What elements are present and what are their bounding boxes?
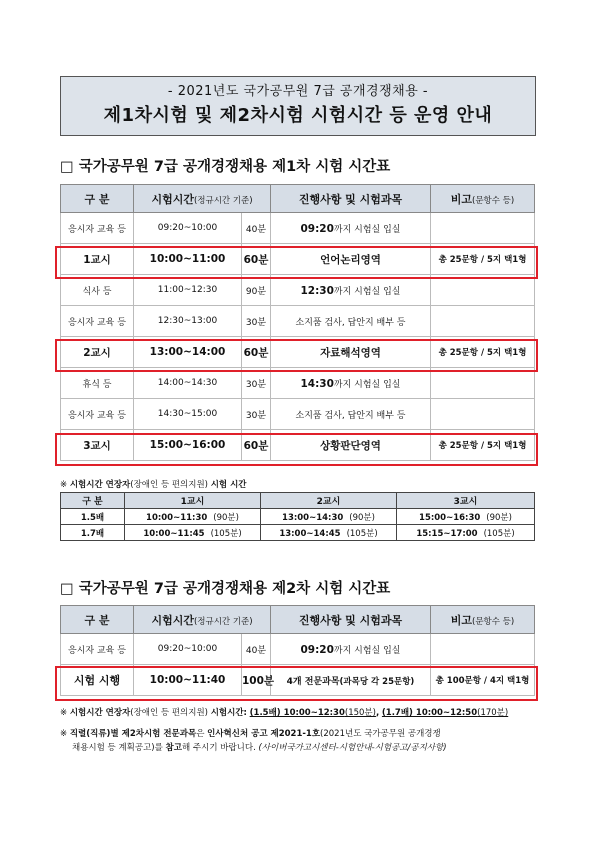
schedule-row bbox=[61, 634, 535, 665]
ext-header-category: 구 분 bbox=[61, 493, 125, 509]
header-progress: 진행사항 및 시험과목 bbox=[271, 185, 431, 213]
row-time: 12:30~13:00 bbox=[134, 306, 242, 337]
row-note bbox=[431, 634, 535, 665]
row-category: 응시자 교육 등 bbox=[61, 634, 134, 665]
row-description: 4개 전문과목(과목당 각 25문항) bbox=[271, 665, 431, 696]
row-duration: 30분 bbox=[242, 306, 271, 337]
schedule-row bbox=[61, 244, 535, 275]
ext-header-period1: 1교시 bbox=[125, 493, 261, 509]
row-time: 14:30~15:00 bbox=[134, 399, 242, 430]
row-time: 15:00~16:00 bbox=[134, 430, 242, 461]
row-description: 09:20까지 시험실 입실 bbox=[271, 634, 431, 665]
ext-header-period2: 2교시 bbox=[261, 493, 397, 509]
schedule-row bbox=[61, 337, 535, 368]
row-duration: 40분 bbox=[242, 213, 271, 244]
row-description: 소지품 검사, 답안지 배부 등 bbox=[271, 399, 431, 430]
row-category: 2교시 bbox=[61, 337, 134, 368]
row-description: 상황판단영역 bbox=[271, 430, 431, 461]
row-description: 소지품 검사, 답안지 배부 등 bbox=[271, 306, 431, 337]
schedule-row bbox=[61, 430, 535, 461]
row-time: 09:20~10:00 bbox=[134, 634, 242, 665]
extension-label: ※ 시험시간 연장자(장애인 등 편의지원) 시험 시간 bbox=[60, 480, 247, 490]
header-time: 시험시간(정규시간 기준) bbox=[134, 185, 271, 213]
header-progress: 진행사항 및 시험과목 bbox=[271, 606, 431, 634]
row-duration: 90분 bbox=[242, 275, 271, 306]
header-category: 구 분 bbox=[61, 185, 134, 213]
row-description: 12:30까지 시험실 입실 bbox=[271, 275, 431, 306]
row-duration: 40분 bbox=[242, 634, 271, 665]
row-time: 14:00~14:30 bbox=[134, 368, 242, 399]
header-category: 구 분 bbox=[61, 606, 134, 634]
row-duration: 60분 bbox=[242, 244, 271, 275]
ext-period-1: 10:00~11:45 (105분) bbox=[125, 525, 261, 541]
footnote-extension: ※ 시험시간 연장자(장애인 등 편의지원) 시험시간: (1.5배) 10:00~12:30(150분), (1.7배) 10:00~12:50(170분) bbox=[60, 708, 509, 718]
schedule-row bbox=[61, 399, 535, 430]
exam2-section-title: □ 국가공무원 7급 공개경쟁채용 제2차 시험 시간표 bbox=[60, 581, 391, 597]
footnote-subjects: ※ 직렬(직류)별 제2차시험 전문과목은 인사혁신처 공고 제2021-1호(2021년도 국가공무원 공개경쟁 채용시험 등 계획공고)를 참고해 주시기 바랍니다. (사이버국가고시센터-시험안내-시험공고/공지사항) bbox=[60, 729, 447, 753]
exam2-header-row bbox=[61, 606, 535, 634]
row-description: 14:30까지 시험실 입실 bbox=[271, 368, 431, 399]
row-time: 13:00~14:00 bbox=[134, 337, 242, 368]
exam2-table bbox=[60, 605, 535, 696]
row-note: 총 100문항 / 4지 택1형 bbox=[431, 665, 535, 696]
row-duration: 60분 bbox=[242, 337, 271, 368]
row-category: 응시자 교육 등 bbox=[61, 399, 134, 430]
row-description: 09:20까지 시험실 입실 bbox=[271, 213, 431, 244]
row-note bbox=[431, 399, 535, 430]
ext-header-period3: 3교시 bbox=[397, 493, 535, 509]
row-duration: 30분 bbox=[242, 399, 271, 430]
row-duration: 100분 bbox=[242, 665, 271, 696]
row-note bbox=[431, 213, 535, 244]
row-note bbox=[431, 275, 535, 306]
row-category: 1교시 bbox=[61, 244, 134, 275]
row-time: 10:00~11:40 bbox=[134, 665, 242, 696]
row-note: 총 25문항 / 5지 택1형 bbox=[431, 244, 535, 275]
exam1-table bbox=[60, 184, 535, 461]
row-note: 총 25문항 / 5지 택1형 bbox=[431, 430, 535, 461]
ext-multiplier: 1.7배 bbox=[61, 525, 125, 541]
row-note bbox=[431, 368, 535, 399]
row-duration: 30분 bbox=[242, 368, 271, 399]
schedule-row bbox=[61, 213, 535, 244]
row-time: 10:00~11:00 bbox=[134, 244, 242, 275]
ext-period-3: 15:15~17:00 (105분) bbox=[397, 525, 535, 541]
schedule-row bbox=[61, 665, 535, 696]
row-category: 휴식 등 bbox=[61, 368, 134, 399]
ext-period-2: 13:00~14:45 (105분) bbox=[261, 525, 397, 541]
exam1-header-row bbox=[61, 185, 535, 213]
title-box bbox=[60, 76, 536, 136]
ext-period-1: 10:00~11:30 (90분) bbox=[125, 509, 261, 525]
extension-row bbox=[61, 525, 535, 541]
schedule-row bbox=[61, 275, 535, 306]
ext-period-2: 13:00~14:30 (90분) bbox=[261, 509, 397, 525]
header-time: 시험시간(정규시간 기준) bbox=[134, 606, 271, 634]
title-main: 제1차시험 및 제2차시험 시험시간 등 운영 안내 bbox=[103, 105, 493, 126]
row-duration: 60분 bbox=[242, 430, 271, 461]
extension-row bbox=[61, 509, 535, 525]
row-category: 식사 등 bbox=[61, 275, 134, 306]
ext-period-3: 15:00~16:30 (90분) bbox=[397, 509, 535, 525]
schedule-row bbox=[61, 306, 535, 337]
exam1-section-title: □ 국가공무원 7급 공개경쟁채용 제1차 시험 시간표 bbox=[60, 159, 391, 175]
row-category: 3교시 bbox=[61, 430, 134, 461]
row-category: 시험 시행 bbox=[61, 665, 134, 696]
schedule-row bbox=[61, 368, 535, 399]
header-note: 비고(문항수 등) bbox=[431, 606, 535, 634]
ext-multiplier: 1.5배 bbox=[61, 509, 125, 525]
header-note: 비고(문항수 등) bbox=[431, 185, 535, 213]
row-category: 응시자 교육 등 bbox=[61, 213, 134, 244]
row-time: 09:20~10:00 bbox=[134, 213, 242, 244]
extension-table bbox=[60, 492, 535, 541]
row-time: 11:00~12:30 bbox=[134, 275, 242, 306]
row-description: 자료해석영역 bbox=[271, 337, 431, 368]
extension-header-row bbox=[61, 493, 535, 509]
row-note: 총 25문항 / 5지 택1형 bbox=[431, 337, 535, 368]
row-description: 언어논리영역 bbox=[271, 244, 431, 275]
row-category: 응시자 교육 등 bbox=[61, 306, 134, 337]
row-note bbox=[431, 306, 535, 337]
title-subtitle: - 2021년도 국가공무원 7급 공개경쟁채용 - bbox=[167, 84, 429, 99]
